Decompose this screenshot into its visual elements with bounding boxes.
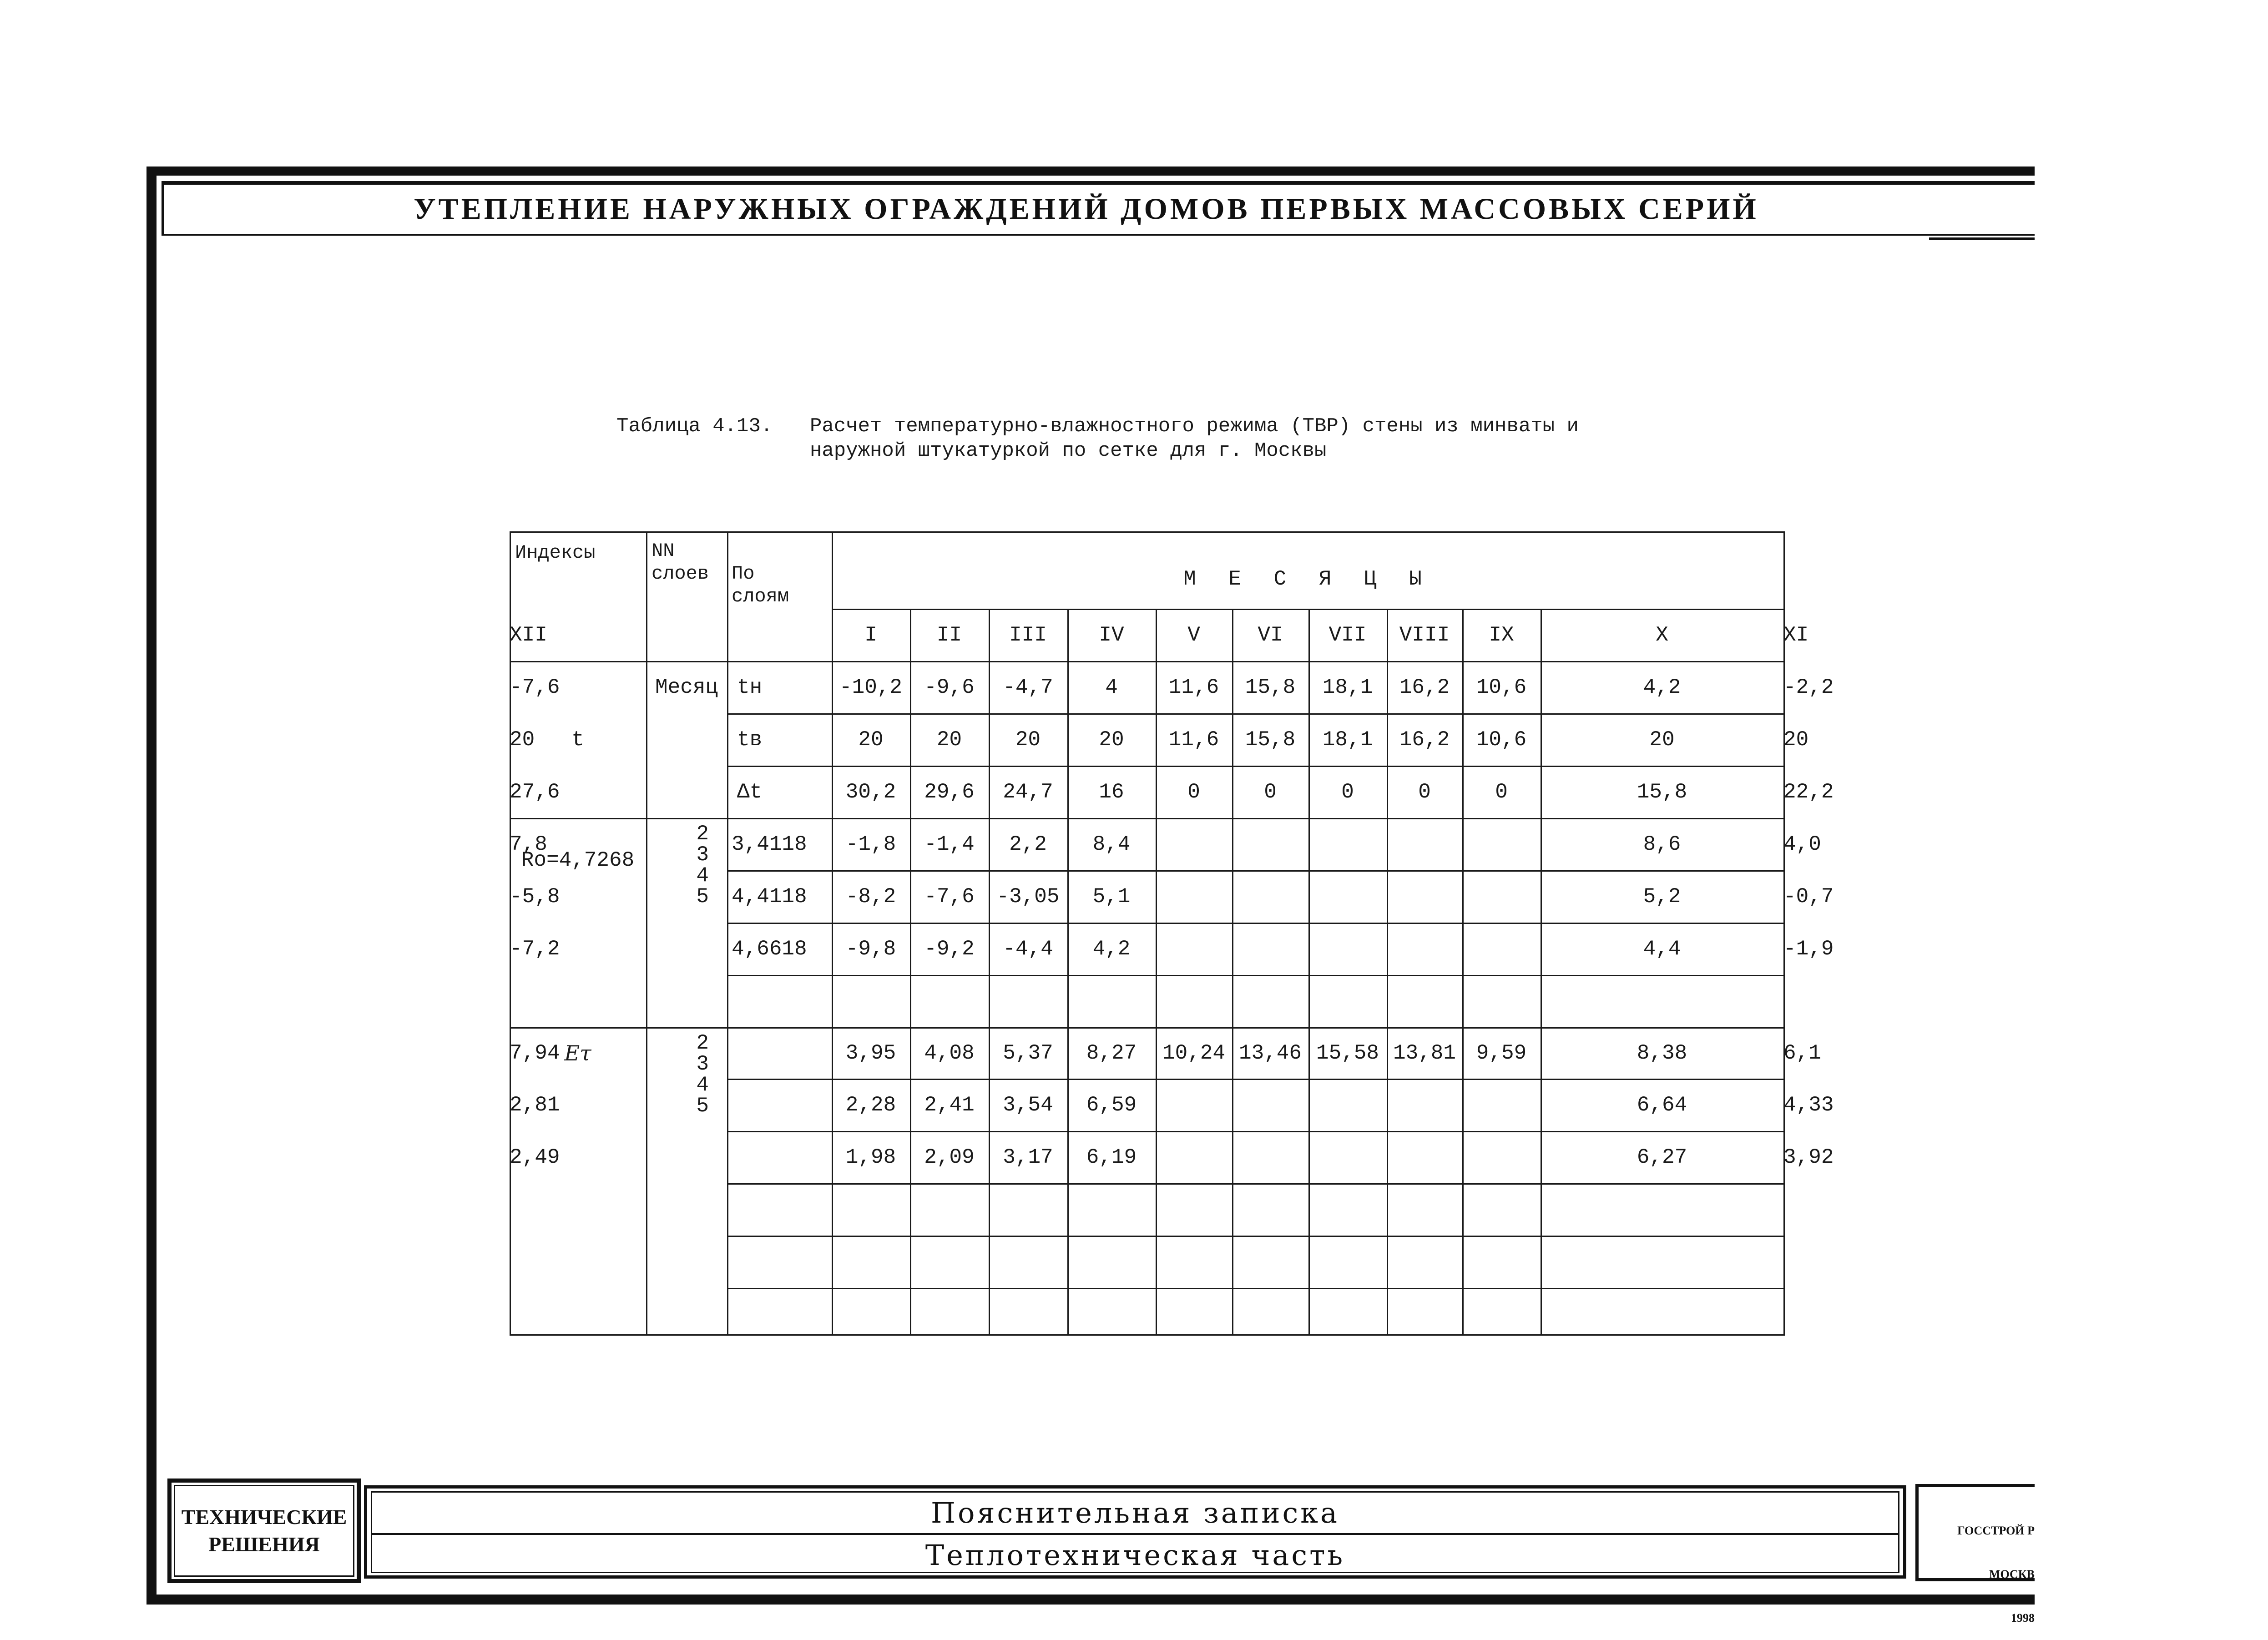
frame-left-border bbox=[146, 167, 157, 1604]
r-cell: -4,4 bbox=[1003, 937, 1053, 961]
t-cell: 15,8 bbox=[1245, 727, 1296, 752]
e-tau-index-label: Eτ bbox=[564, 1040, 591, 1065]
e-cell bbox=[1156, 1131, 1232, 1183]
r-cell bbox=[1308, 975, 1387, 1027]
e-cell bbox=[1232, 1131, 1308, 1183]
r-layer-number: 5 bbox=[696, 885, 709, 908]
technical-solutions-stamp bbox=[167, 1479, 361, 1583]
t-cell: 18,1 bbox=[1322, 727, 1373, 752]
publisher-line-1: ГОССТРОЙ Р bbox=[1957, 1524, 2035, 1537]
e-row-label bbox=[727, 1131, 832, 1183]
t-cell: 29,6 bbox=[924, 780, 975, 804]
month-header-XII: XII bbox=[510, 623, 547, 647]
e-cell: 2,09 bbox=[924, 1145, 975, 1169]
t-cell: -2,2 bbox=[1783, 675, 1834, 699]
e-cell bbox=[1232, 1183, 1308, 1236]
r-cell bbox=[1387, 870, 1462, 923]
r-cell bbox=[1156, 818, 1232, 870]
r-cell: 7,8 bbox=[510, 832, 547, 856]
r-cell bbox=[832, 975, 910, 1027]
e-cell bbox=[989, 1288, 1067, 1334]
e-cell: 4,08 bbox=[924, 1041, 975, 1065]
e-layer-number: 4 bbox=[696, 1073, 709, 1097]
e-cell: 2,41 bbox=[924, 1093, 975, 1117]
e-cell: 6,64 bbox=[1637, 1093, 1687, 1117]
r-cell bbox=[1232, 818, 1308, 870]
t-cell: 18,1 bbox=[1322, 675, 1373, 699]
month-header-III: III bbox=[1009, 623, 1047, 647]
t-cell: 4,2 bbox=[1643, 675, 1681, 699]
month-header-V: V bbox=[1187, 623, 1200, 647]
r-cell: -9,8 bbox=[845, 937, 896, 961]
r-cell: -7,2 bbox=[510, 937, 560, 961]
e-cell bbox=[1308, 1288, 1387, 1334]
header-indices: Индексы bbox=[515, 542, 596, 564]
e-cell bbox=[1308, 1079, 1387, 1131]
e-cell bbox=[1308, 1183, 1387, 1236]
t-cell: 20 bbox=[936, 727, 962, 752]
r-cell bbox=[910, 975, 989, 1027]
r-layer-number: 2 bbox=[696, 822, 709, 846]
e-cell bbox=[1541, 1183, 1783, 1236]
t-row-label: tв bbox=[737, 727, 763, 752]
header-layers-line-2: слоев bbox=[652, 563, 709, 585]
e-row-label bbox=[727, 1079, 832, 1131]
e-layer-number: 3 bbox=[696, 1052, 709, 1076]
header-months-title: М Е С Я Ц Ы bbox=[1183, 567, 1432, 591]
t-cell: 0 bbox=[1264, 780, 1277, 804]
r-cell: 5,2 bbox=[1643, 884, 1681, 908]
e-cell bbox=[910, 1288, 989, 1334]
t-cell: 20 bbox=[1649, 727, 1675, 752]
r-row-label: 4,4118 bbox=[732, 884, 807, 908]
t-cell: 4 bbox=[1105, 675, 1118, 699]
e-row-label bbox=[727, 1288, 832, 1334]
t-cell: -4,7 bbox=[1003, 675, 1053, 699]
r-cell bbox=[1156, 975, 1232, 1027]
e-cell: 8,27 bbox=[1086, 1041, 1137, 1065]
r-cell bbox=[1308, 923, 1387, 975]
e-cell bbox=[1156, 1079, 1232, 1131]
r-cell bbox=[1387, 923, 1462, 975]
e-cell bbox=[1387, 1288, 1462, 1334]
e-cell bbox=[1462, 1079, 1541, 1131]
table-caption-number: Таблица 4.13. bbox=[616, 415, 773, 438]
e-cell bbox=[832, 1236, 910, 1288]
e-cell: 8,38 bbox=[1637, 1041, 1687, 1065]
t-cell: 16 bbox=[1099, 780, 1124, 804]
t-cell: 0 bbox=[1341, 780, 1354, 804]
e-cell bbox=[1156, 1236, 1232, 1288]
e-cell bbox=[910, 1183, 989, 1236]
t-cell: -9,6 bbox=[924, 675, 975, 699]
stamp-line-2: РЕШЕНИЯ bbox=[208, 1533, 320, 1556]
e-cell bbox=[1232, 1236, 1308, 1288]
r-cell bbox=[1462, 818, 1541, 870]
e-cell bbox=[1067, 1288, 1156, 1334]
title-block-document-name: Пояснительная записка bbox=[931, 1496, 1339, 1529]
e-cell: 10,24 bbox=[1162, 1041, 1226, 1065]
e-layer-number: 5 bbox=[696, 1094, 709, 1118]
header-rule bbox=[1929, 237, 2035, 240]
t-cell: 11,6 bbox=[1168, 727, 1219, 752]
table-caption-line-1: Расчет температурно-влажностного режима (ТВР) стены из минваты и bbox=[810, 415, 1579, 438]
r-cell: -1,9 bbox=[1783, 937, 1834, 961]
e-cell: 3,54 bbox=[1003, 1093, 1053, 1117]
e-cell: 7,94 bbox=[510, 1041, 560, 1065]
t-row-label: Δt bbox=[737, 780, 763, 804]
e-cell: 5,37 bbox=[1003, 1041, 1053, 1065]
r-layer-number: 3 bbox=[696, 843, 709, 867]
t-cell: 20 bbox=[1015, 727, 1041, 752]
e-cell bbox=[832, 1183, 910, 1236]
r-index-label: Rо=4,7268 bbox=[521, 848, 635, 872]
e-row-label bbox=[727, 1236, 832, 1288]
t-cell: 11,6 bbox=[1168, 675, 1219, 699]
r-cell bbox=[1541, 975, 1783, 1027]
t-cell: 16,2 bbox=[1399, 675, 1450, 699]
month-header-IV: IV bbox=[1099, 623, 1124, 647]
r-cell bbox=[1462, 870, 1541, 923]
month-header-VIII: VIII bbox=[1399, 623, 1450, 647]
r-cell bbox=[1462, 923, 1541, 975]
t-cell: 10,6 bbox=[1476, 675, 1527, 699]
e-cell bbox=[1541, 1236, 1783, 1288]
frame-top-border bbox=[146, 167, 2035, 176]
e-cell bbox=[832, 1288, 910, 1334]
e-cell bbox=[989, 1183, 1067, 1236]
r-cell bbox=[1232, 923, 1308, 975]
r-cell bbox=[1156, 923, 1232, 975]
month-header-XI: XI bbox=[1783, 623, 1809, 647]
publisher-line-2: МОСКВ bbox=[1989, 1568, 2035, 1581]
e-cell: 9,59 bbox=[1476, 1041, 1527, 1065]
calculation-table bbox=[510, 531, 1834, 1334]
r-row-label bbox=[727, 975, 832, 1027]
r-cell: 4,2 bbox=[1092, 937, 1131, 961]
e-cell bbox=[1156, 1288, 1232, 1334]
r-cell: -1,4 bbox=[924, 832, 975, 856]
r-cell: 4,4 bbox=[1643, 937, 1681, 961]
e-cell: 3,95 bbox=[845, 1041, 896, 1065]
r-cell: -7,6 bbox=[924, 884, 975, 908]
month-header-VI: VI bbox=[1258, 623, 1283, 647]
t-cell: 0 bbox=[1187, 780, 1200, 804]
t-month-label: Месяц bbox=[655, 675, 718, 699]
e-cell bbox=[1387, 1236, 1462, 1288]
e-cell bbox=[1462, 1288, 1541, 1334]
t-cell: 10,6 bbox=[1476, 727, 1527, 752]
e-cell bbox=[1232, 1288, 1308, 1334]
t-cell: 20 bbox=[1099, 727, 1124, 752]
r-cell: -1,8 bbox=[845, 832, 896, 856]
r-cell bbox=[1232, 870, 1308, 923]
e-cell bbox=[1067, 1236, 1156, 1288]
frame-bottom-border bbox=[146, 1595, 2035, 1605]
t-cell: 27,6 bbox=[510, 780, 560, 804]
e-cell: 2,49 bbox=[510, 1145, 560, 1169]
e-cell: 15,58 bbox=[1316, 1041, 1379, 1065]
e-cell bbox=[1156, 1183, 1232, 1236]
r-cell bbox=[1308, 818, 1387, 870]
t-cell: -7,6 bbox=[510, 675, 560, 699]
e-row-label bbox=[727, 1027, 832, 1079]
r-cell: -5,8 bbox=[510, 884, 560, 908]
page-title: УТЕПЛЕНИЕ НАРУЖНЫХ ОГРАЖДЕНИЙ ДОМОВ ПЕРВЫХ МАССОВЫХ СЕРИЙ bbox=[414, 192, 1759, 226]
r-cell: 4,0 bbox=[1783, 832, 1821, 856]
r-cell: -0,7 bbox=[1783, 884, 1834, 908]
e-cell bbox=[1308, 1131, 1387, 1183]
e-cell bbox=[1541, 1288, 1783, 1334]
e-cell bbox=[1387, 1131, 1462, 1183]
e-cell: 4,33 bbox=[1783, 1093, 1834, 1117]
t-cell: 15,8 bbox=[1637, 780, 1687, 804]
r-row-label: 3,4118 bbox=[732, 832, 807, 856]
e-cell: 6,19 bbox=[1086, 1145, 1137, 1169]
t-cell: 30,2 bbox=[845, 780, 896, 804]
t-cell: 0 bbox=[1418, 780, 1431, 804]
e-cell bbox=[1462, 1131, 1541, 1183]
r-cell bbox=[1308, 870, 1387, 923]
table-column-rule bbox=[646, 531, 647, 1336]
r-cell bbox=[1387, 818, 1462, 870]
header-layers-line-1: NN bbox=[652, 540, 675, 562]
t-row-label: tн bbox=[737, 675, 763, 699]
e-cell: 2,28 bbox=[845, 1093, 896, 1117]
title-block-publisher bbox=[1924, 1494, 2035, 1640]
r-cell bbox=[1387, 975, 1462, 1027]
r-cell bbox=[1462, 975, 1541, 1027]
e-cell: 3,17 bbox=[1003, 1145, 1053, 1169]
month-header-I: I bbox=[864, 623, 877, 647]
r-cell bbox=[1156, 870, 1232, 923]
e-cell bbox=[910, 1236, 989, 1288]
r-cell: -3,05 bbox=[996, 884, 1060, 908]
header-by-layers-line-1: По bbox=[732, 563, 755, 585]
title-block-section-name: Теплотехническая часть bbox=[925, 1538, 1345, 1572]
t-cell: 16,2 bbox=[1399, 727, 1450, 752]
month-header-X: X bbox=[1656, 623, 1668, 647]
r-cell bbox=[1067, 975, 1156, 1027]
r-cell: -8,2 bbox=[845, 884, 896, 908]
r-row-label: 4,6618 bbox=[732, 937, 807, 961]
month-header-VII: VII bbox=[1328, 623, 1367, 647]
t-cell: 15,8 bbox=[1245, 675, 1296, 699]
e-cell bbox=[1232, 1079, 1308, 1131]
e-layer-number: 2 bbox=[696, 1031, 709, 1055]
t-cell: 20 bbox=[858, 727, 884, 752]
e-cell: 1,98 bbox=[845, 1145, 896, 1169]
e-cell bbox=[1387, 1183, 1462, 1236]
e-cell: 6,1 bbox=[1783, 1041, 1821, 1065]
e-row-label bbox=[727, 1183, 832, 1236]
table-border-bottom bbox=[510, 1334, 1785, 1336]
r-cell: 8,6 bbox=[1643, 832, 1681, 856]
r-cell: -9,2 bbox=[924, 937, 975, 961]
t-cell: -10,2 bbox=[839, 675, 903, 699]
t-cell: 20 bbox=[1783, 727, 1809, 752]
e-cell: 3,92 bbox=[1783, 1145, 1834, 1169]
r-cell: 2,2 bbox=[1009, 832, 1047, 856]
table-caption-line-2: наружной штукатуркой по сетке для г. Москвы bbox=[810, 439, 1327, 462]
e-cell: 6,27 bbox=[1637, 1145, 1687, 1169]
e-cell: 2,81 bbox=[510, 1093, 560, 1117]
e-cell: 13,46 bbox=[1238, 1041, 1302, 1065]
e-cell: 13,81 bbox=[1393, 1041, 1456, 1065]
e-cell bbox=[1308, 1236, 1387, 1288]
month-header-II: II bbox=[936, 623, 962, 647]
e-cell bbox=[989, 1236, 1067, 1288]
publisher-line-3: 1998 bbox=[2011, 1611, 2035, 1625]
t-cell: 22,2 bbox=[1783, 780, 1834, 804]
r-cell bbox=[989, 975, 1067, 1027]
t-cell: 24,7 bbox=[1003, 780, 1053, 804]
e-cell bbox=[1462, 1183, 1541, 1236]
t-cell: 0 bbox=[1495, 780, 1508, 804]
e-cell: 6,59 bbox=[1086, 1093, 1137, 1117]
t-cell: 20 bbox=[510, 727, 535, 752]
r-layer-number: 4 bbox=[696, 864, 709, 888]
e-cell bbox=[1387, 1079, 1462, 1131]
r-cell: 8,4 bbox=[1092, 832, 1131, 856]
stamp-line-1: ТЕХНИЧЕСКИЕ bbox=[181, 1505, 347, 1529]
e-cell bbox=[1462, 1236, 1541, 1288]
e-cell bbox=[1067, 1183, 1156, 1236]
month-header-IX: IX bbox=[1489, 623, 1514, 647]
r-cell: 5,1 bbox=[1092, 884, 1131, 908]
r-cell bbox=[1232, 975, 1308, 1027]
header-by-layers-line-2: слоям bbox=[732, 585, 789, 607]
t-index-label: t bbox=[571, 727, 584, 752]
